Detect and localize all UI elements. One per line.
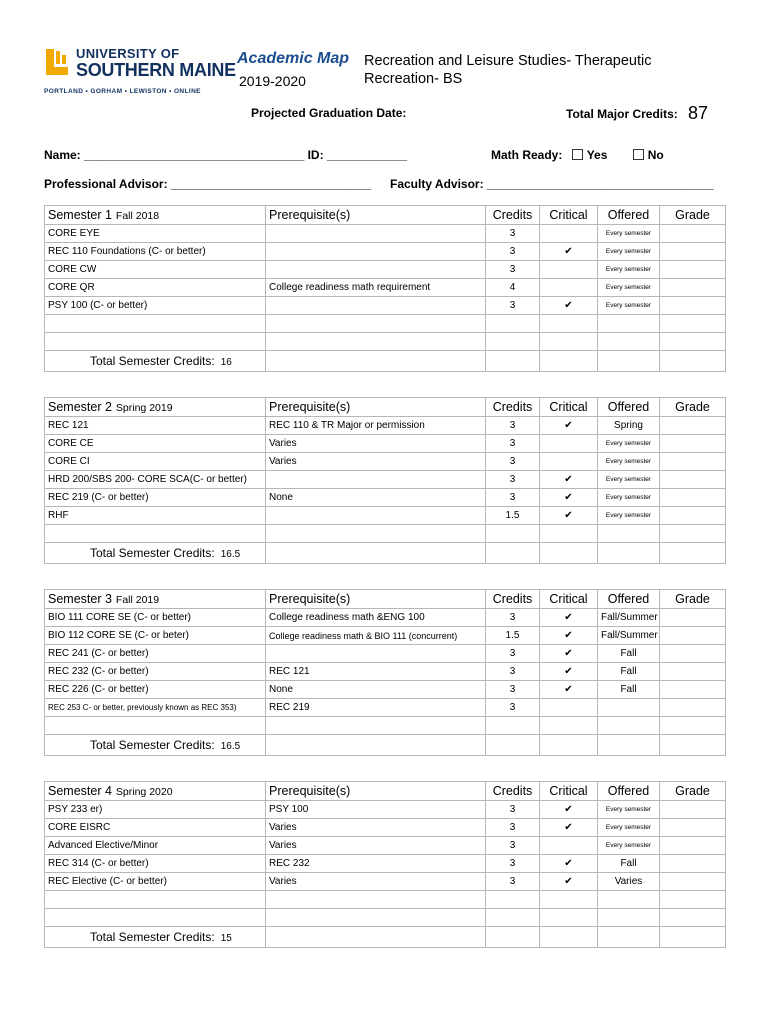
critical-cell: ✔ [540, 417, 598, 435]
faculty-advisor-line[interactable]: Faculty Advisor: __________________________________ [390, 177, 714, 191]
prereq-cell [266, 315, 486, 333]
total-prereq-blank [266, 351, 486, 372]
offered-cell [598, 333, 660, 351]
grade-header: Grade [660, 398, 726, 417]
credits-cell [486, 315, 540, 333]
total-credits-cell [45, 735, 266, 756]
critical-cell [540, 525, 598, 543]
prereq-cell [266, 891, 486, 909]
credits-cell: 3 [486, 261, 540, 279]
course-cell: CORE CI [45, 453, 266, 471]
grade-cell[interactable] [660, 243, 726, 261]
critical-cell: ✔ [540, 663, 598, 681]
credits-cell: 1.5 [486, 627, 540, 645]
credits-cell: 3 [486, 855, 540, 873]
offered-cell: Every semester [598, 279, 660, 297]
semester-heading [45, 782, 266, 801]
grade-cell[interactable] [660, 489, 726, 507]
grade-cell[interactable] [660, 261, 726, 279]
credits-cell [486, 525, 540, 543]
critical-cell [540, 699, 598, 717]
usm-logo-icon [44, 47, 70, 77]
prereq-cell [266, 225, 486, 243]
course-cell [45, 717, 266, 735]
table-row [45, 279, 726, 297]
grade-cell[interactable] [660, 333, 726, 351]
table-row [45, 681, 726, 699]
offered-header: Offered [598, 398, 660, 417]
critical-header: Critical [540, 206, 598, 225]
critical-cell [540, 909, 598, 927]
critical-cell: ✔ [540, 819, 598, 837]
total-credits-value: 15 [220, 933, 232, 944]
yes-checkbox[interactable] [572, 149, 583, 160]
table-row [45, 873, 726, 891]
course-cell: Advanced Elective/Minor [45, 837, 266, 855]
critical-header: Critical [540, 782, 598, 801]
course-cell: BIO 111 CORE SE (C- or better) [45, 609, 266, 627]
semester-label: Semester 4 [48, 784, 112, 798]
prereq-header: Prerequisite(s) [266, 590, 486, 609]
prereq-cell [266, 645, 486, 663]
offered-cell: Every semester [598, 453, 660, 471]
credits-cell: 3 [486, 609, 540, 627]
grade-cell[interactable] [660, 471, 726, 489]
credits-cell: 3 [486, 417, 540, 435]
table-row [45, 489, 726, 507]
semester-heading [45, 206, 266, 225]
critical-cell: ✔ [540, 243, 598, 261]
table-row [45, 645, 726, 663]
table-row [45, 471, 726, 489]
offered-cell [598, 699, 660, 717]
course-cell: REC 253 C- or better, previously known as REC 353) [45, 699, 266, 717]
table-row [45, 699, 726, 717]
total-prereq-blank [266, 543, 486, 564]
total-credits-blank [486, 735, 540, 756]
credits-cell [486, 909, 540, 927]
table-row [45, 261, 726, 279]
critical-cell [540, 891, 598, 909]
grade-cell[interactable] [660, 627, 726, 645]
course-cell: REC 110 Foundations (C- or better) [45, 243, 266, 261]
table-row [45, 297, 726, 315]
total-major-credits-label: Total Major Credits: [566, 107, 678, 121]
professional-advisor-line[interactable]: Professional Advisor: ______________________________ [44, 177, 372, 191]
offered-header: Offered [598, 590, 660, 609]
credits-header: Credits [486, 782, 540, 801]
offered-cell: Every semester [598, 243, 660, 261]
offered-cell: Fall [598, 855, 660, 873]
credits-cell: 3 [486, 819, 540, 837]
total-offered-blank [598, 543, 660, 564]
grade-header: Grade [660, 782, 726, 801]
critical-cell [540, 279, 598, 297]
critical-cell [540, 225, 598, 243]
no-checkbox[interactable] [633, 149, 644, 160]
table-header [45, 206, 726, 225]
total-prereq-blank [266, 735, 486, 756]
university-line2: SOUTHERN MAINE [76, 60, 236, 80]
critical-cell: ✔ [540, 645, 598, 663]
total-credits-cell [45, 351, 266, 372]
grade-cell[interactable] [660, 507, 726, 525]
total-grade-blank [660, 351, 726, 372]
grade-cell[interactable] [660, 855, 726, 873]
semester-label: Semester 3 [48, 592, 112, 606]
total-credits-blank [486, 927, 540, 948]
course-cell: BIO 112 CORE SE (C- or beter) [45, 627, 266, 645]
projected-graduation-label: Projected Graduation Date: [251, 106, 407, 120]
math-ready-label: Math Ready: [491, 148, 563, 162]
grade-cell[interactable] [660, 699, 726, 717]
offered-cell: Fall [598, 663, 660, 681]
prereq-cell: REC 110 & TR Major or permission [266, 417, 486, 435]
critical-cell [540, 333, 598, 351]
credits-cell [486, 717, 540, 735]
prereq-cell [266, 525, 486, 543]
offered-cell: Varies [598, 873, 660, 891]
course-cell: CORE CE [45, 435, 266, 453]
total-credits-label: Total Semester Credits: [90, 738, 215, 752]
semester-table [44, 589, 726, 756]
offered-cell [598, 909, 660, 927]
semester-term: Fall 2019 [115, 594, 160, 606]
prereq-header: Prerequisite(s) [266, 782, 486, 801]
credits-cell: 3 [486, 489, 540, 507]
prereq-cell: Varies [266, 819, 486, 837]
grade-cell[interactable] [660, 525, 726, 543]
course-cell: REC 314 (C- or better) [45, 855, 266, 873]
yes-label: Yes [586, 148, 608, 162]
offered-cell: Every semester [598, 435, 660, 453]
map-title: Academic Map [237, 50, 350, 67]
grade-cell[interactable] [660, 279, 726, 297]
prereq-header: Prerequisite(s) [266, 206, 486, 225]
table-row [45, 453, 726, 471]
offered-cell: Every semester [598, 819, 660, 837]
grade-cell[interactable] [660, 315, 726, 333]
total-row [45, 735, 726, 756]
course-cell: REC 219 (C- or better) [45, 489, 266, 507]
table-row [45, 837, 726, 855]
prereq-cell: None [266, 489, 486, 507]
table-row [45, 333, 726, 351]
total-offered-blank [598, 927, 660, 948]
offered-cell: Every semester [598, 837, 660, 855]
critical-cell: ✔ [540, 681, 598, 699]
credits-cell [486, 333, 540, 351]
total-critical-blank [540, 351, 598, 372]
prereq-cell: Varies [266, 873, 486, 891]
prereq-cell [266, 297, 486, 315]
semester-heading [45, 590, 266, 609]
critical-cell [540, 261, 598, 279]
grade-cell[interactable] [660, 297, 726, 315]
semester-table [44, 397, 726, 564]
semester-heading [45, 398, 266, 417]
grade-header: Grade [660, 590, 726, 609]
semester-label: Semester 1 [48, 208, 112, 222]
prereq-cell: REC 232 [266, 855, 486, 873]
critical-cell [540, 453, 598, 471]
offered-cell: Fall/Summer [598, 609, 660, 627]
critical-cell: ✔ [540, 627, 598, 645]
total-grade-blank [660, 735, 726, 756]
total-row [45, 543, 726, 564]
semester-term: Fall 2018 [115, 210, 160, 222]
prereq-cell [266, 717, 486, 735]
total-credits-label: Total Semester Credits: [90, 546, 215, 560]
course-cell: REC 226 (C- or better) [45, 681, 266, 699]
prereq-cell: College readiness math &ENG 100 [266, 609, 486, 627]
table-header [45, 398, 726, 417]
table-header [45, 782, 726, 801]
grade-header: Grade [660, 206, 726, 225]
critical-header: Critical [540, 590, 598, 609]
total-credits-cell [45, 543, 266, 564]
credits-cell: 3 [486, 837, 540, 855]
critical-cell: ✔ [540, 507, 598, 525]
credits-cell: 3 [486, 801, 540, 819]
offered-header: Offered [598, 206, 660, 225]
prereq-cell [266, 507, 486, 525]
offered-cell [598, 525, 660, 543]
total-credits-value: 16.5 [220, 549, 241, 560]
table-header [45, 590, 726, 609]
university-line1: UNIVERSITY OF [76, 46, 180, 61]
course-cell [45, 891, 266, 909]
table-row [45, 801, 726, 819]
critical-cell: ✔ [540, 297, 598, 315]
no-label: No [647, 148, 664, 162]
grade-cell[interactable] [660, 837, 726, 855]
course-cell [45, 333, 266, 351]
course-cell: REC 232 (C- or better) [45, 663, 266, 681]
semester-term: Spring 2020 [115, 786, 173, 798]
course-cell: CORE CW [45, 261, 266, 279]
credits-header: Credits [486, 206, 540, 225]
credits-cell: 3 [486, 243, 540, 261]
table-row [45, 663, 726, 681]
prereq-cell: PSY 100 [266, 801, 486, 819]
credits-cell: 3 [486, 297, 540, 315]
total-row [45, 927, 726, 948]
course-cell: CORE QR [45, 279, 266, 297]
total-prereq-blank [266, 927, 486, 948]
total-credits-value: 16.5 [220, 741, 241, 752]
total-offered-blank [598, 351, 660, 372]
semester-term: Spring 2019 [115, 402, 173, 414]
course-cell: PSY 233 er) [45, 801, 266, 819]
semester-label: Semester 2 [48, 400, 112, 414]
table-row [45, 891, 726, 909]
total-credits-value: 16 [220, 357, 232, 368]
critical-cell: ✔ [540, 609, 598, 627]
total-grade-blank [660, 543, 726, 564]
prereq-cell [266, 471, 486, 489]
grade-cell[interactable] [660, 681, 726, 699]
total-critical-blank [540, 927, 598, 948]
grade-cell[interactable] [660, 663, 726, 681]
table-row [45, 855, 726, 873]
offered-cell: Spring [598, 417, 660, 435]
offered-cell: Every semester [598, 261, 660, 279]
offered-cell: Every semester [598, 297, 660, 315]
credits-cell: 1.5 [486, 507, 540, 525]
offered-cell: Every semester [598, 225, 660, 243]
prereq-header: Prerequisite(s) [266, 398, 486, 417]
credits-cell: 3 [486, 873, 540, 891]
offered-cell [598, 717, 660, 735]
prereq-cell: Varies [266, 837, 486, 855]
math-ready-row [491, 148, 664, 162]
total-grade-blank [660, 927, 726, 948]
critical-cell: ✔ [540, 873, 598, 891]
critical-cell: ✔ [540, 801, 598, 819]
prereq-cell: College readiness math requirement [266, 279, 486, 297]
course-cell: REC 241 (C- or better) [45, 645, 266, 663]
prereq-cell: None [266, 681, 486, 699]
semester-table [44, 205, 726, 372]
offered-cell [598, 891, 660, 909]
credits-cell: 3 [486, 699, 540, 717]
total-credits-blank [486, 543, 540, 564]
table-row [45, 435, 726, 453]
offered-cell: Every semester [598, 507, 660, 525]
grade-cell[interactable] [660, 435, 726, 453]
critical-cell [540, 435, 598, 453]
total-critical-blank [540, 735, 598, 756]
total-row [45, 351, 726, 372]
grade-cell[interactable] [660, 909, 726, 927]
offered-cell: Every semester [598, 801, 660, 819]
offered-cell: Fall/Summer [598, 627, 660, 645]
course-cell [45, 909, 266, 927]
table-row [45, 417, 726, 435]
map-year: 2019-2020 [239, 73, 306, 89]
course-cell: REC Elective (C- or better) [45, 873, 266, 891]
credits-header: Credits [486, 590, 540, 609]
prereq-cell: Varies [266, 435, 486, 453]
credits-cell [486, 891, 540, 909]
campus-list: PORTLAND • GORHAM • LEWISTON • ONLINE [44, 88, 201, 95]
semester-table [44, 781, 726, 948]
table-row [45, 717, 726, 735]
table-row [45, 609, 726, 627]
grade-cell[interactable] [660, 717, 726, 735]
table-row [45, 243, 726, 261]
total-credits-cell [45, 927, 266, 948]
total-credits-label: Total Semester Credits: [90, 354, 215, 368]
prereq-cell: Varies [266, 453, 486, 471]
prereq-cell: College readiness math & BIO 111 (concurrent) [266, 627, 486, 645]
grade-cell[interactable] [660, 891, 726, 909]
name-id-line[interactable]: Name: _________________________________ ID: ____________ [44, 148, 407, 162]
course-cell: PSY 100 (C- or better) [45, 297, 266, 315]
total-offered-blank [598, 735, 660, 756]
table-row [45, 819, 726, 837]
credits-cell: 3 [486, 435, 540, 453]
credits-cell: 4 [486, 279, 540, 297]
course-cell: CORE EYE [45, 225, 266, 243]
course-cell: REC 121 [45, 417, 266, 435]
critical-cell: ✔ [540, 489, 598, 507]
course-cell [45, 525, 266, 543]
course-cell [45, 315, 266, 333]
table-row [45, 627, 726, 645]
total-major-credits-value: 87 [688, 103, 709, 123]
total-credits-label: Total Semester Credits: [90, 930, 215, 944]
course-cell: RHF [45, 507, 266, 525]
offered-cell: Every semester [598, 471, 660, 489]
prereq-cell [266, 243, 486, 261]
credits-cell: 3 [486, 663, 540, 681]
grade-cell[interactable] [660, 819, 726, 837]
grade-cell[interactable] [660, 645, 726, 663]
critical-cell: ✔ [540, 855, 598, 873]
credits-cell: 3 [486, 681, 540, 699]
grade-cell[interactable] [660, 801, 726, 819]
prereq-cell [266, 261, 486, 279]
grade-cell[interactable] [660, 453, 726, 471]
credits-header: Credits [486, 398, 540, 417]
course-cell: CORE EISRC [45, 819, 266, 837]
table-row [45, 507, 726, 525]
total-critical-blank [540, 543, 598, 564]
offered-cell: Fall [598, 645, 660, 663]
table-row [45, 909, 726, 927]
offered-header: Offered [598, 782, 660, 801]
table-row [45, 225, 726, 243]
prereq-cell: REC 219 [266, 699, 486, 717]
offered-cell: Fall [598, 681, 660, 699]
critical-cell [540, 837, 598, 855]
offered-cell [598, 315, 660, 333]
total-credits-blank [486, 351, 540, 372]
table-row [45, 525, 726, 543]
credits-cell: 3 [486, 453, 540, 471]
grade-cell[interactable] [660, 417, 726, 435]
course-cell: HRD 200/SBS 200- CORE SCA(C- or better) [45, 471, 266, 489]
grade-cell[interactable] [660, 873, 726, 891]
program-title: Recreation and Leisure Studies- Therapeutic Recreation- BS [364, 53, 652, 87]
prereq-cell [266, 333, 486, 351]
credits-cell: 3 [486, 225, 540, 243]
prereq-cell [266, 909, 486, 927]
prereq-cell: REC 121 [266, 663, 486, 681]
table-row [45, 315, 726, 333]
critical-cell: ✔ [540, 471, 598, 489]
credits-cell: 3 [486, 645, 540, 663]
grade-cell[interactable] [660, 225, 726, 243]
critical-cell [540, 717, 598, 735]
credits-cell: 3 [486, 471, 540, 489]
critical-header: Critical [540, 398, 598, 417]
offered-cell: Every semester [598, 489, 660, 507]
grade-cell[interactable] [660, 609, 726, 627]
critical-cell [540, 315, 598, 333]
